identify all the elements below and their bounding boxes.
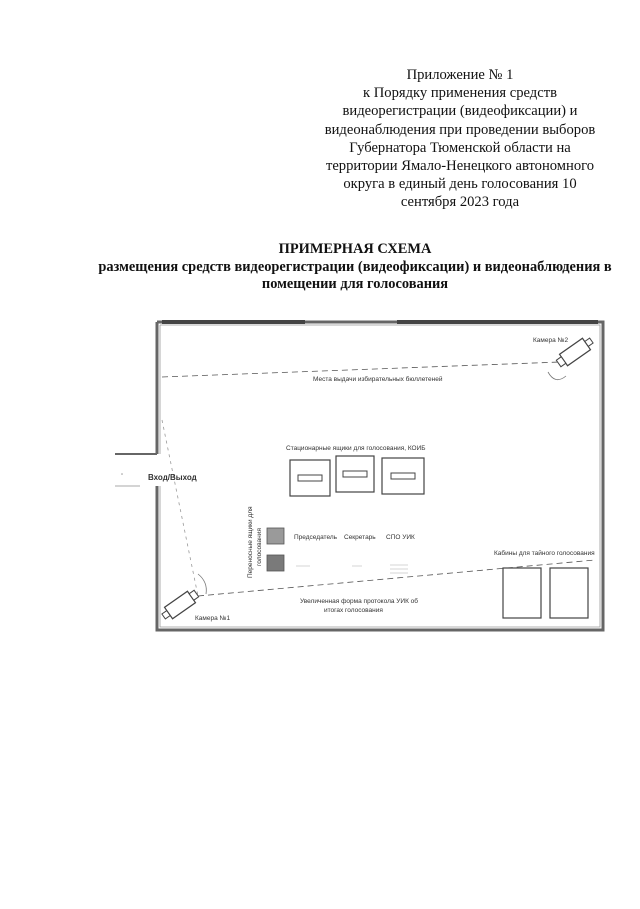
voting-booth: [503, 568, 541, 618]
desk-marks: [296, 565, 408, 573]
entrance-label: Вход/Выход: [148, 473, 197, 482]
appendix-line: территории Ямало-Ненецкого автономного: [325, 158, 595, 175]
portable-boxes-label-line1: Переносные ящики для: [247, 506, 254, 578]
portable-boxes-label-line2: голосования: [256, 528, 263, 566]
secretary-label: Секретарь: [344, 534, 376, 541]
camera-2-arc: [548, 372, 566, 380]
portable-ballot-box: [267, 555, 284, 571]
camera-1-label: Камера №1: [195, 615, 231, 622]
camera-2-label: Камера №2: [533, 337, 569, 344]
portable-ballot-box: [267, 528, 284, 544]
ballot-boxes-label: Стационарные ящики для голосования, КОИБ: [286, 445, 426, 452]
camera-1-arc: [198, 574, 206, 594]
ballot-box: [382, 458, 424, 494]
camera-view-lines: [162, 362, 595, 596]
title-subtitle-line2: помещении для голосования: [261, 276, 449, 292]
chairman-label: Председатель: [294, 534, 338, 541]
title-heading: ПРИМЕРНАЯ СХЕМА: [278, 241, 432, 257]
protocol-label-line2: итогах голосования: [324, 607, 383, 614]
booths-label: Кабины для тайного голосования: [494, 550, 595, 557]
appendix-line: к Порядку применения средств: [363, 85, 557, 102]
ballot-box: [336, 456, 374, 492]
appendix-line: округа в единый день голосования 10: [343, 176, 577, 193]
portable-boxes-label: [247, 506, 263, 578]
title-subtitle-line1: размещения средств видеорегистрации (видеофиксации) и видеонаблюдения в: [98, 258, 612, 275]
voting-booth: [550, 568, 588, 618]
ballot-issue-label: Места выдачи избирательных бюллетеней: [313, 376, 443, 383]
spo-label: СПО УИК: [386, 534, 415, 541]
ballot-box: [290, 460, 330, 496]
appendix-line: видеонаблюдения при проведении выборов: [324, 121, 596, 138]
appendix-line: видеорегистрации (видеофиксации) и: [342, 103, 578, 120]
appendix-line: Губернатора Тюменской области на: [349, 139, 571, 156]
appendix-line: Приложение № 1: [406, 67, 514, 83]
appendix-line: сентября 2023 года: [400, 194, 520, 211]
scan-speck: [121, 473, 123, 475]
protocol-label-line1: Увеличенная форма протокола УИК об: [300, 598, 419, 605]
